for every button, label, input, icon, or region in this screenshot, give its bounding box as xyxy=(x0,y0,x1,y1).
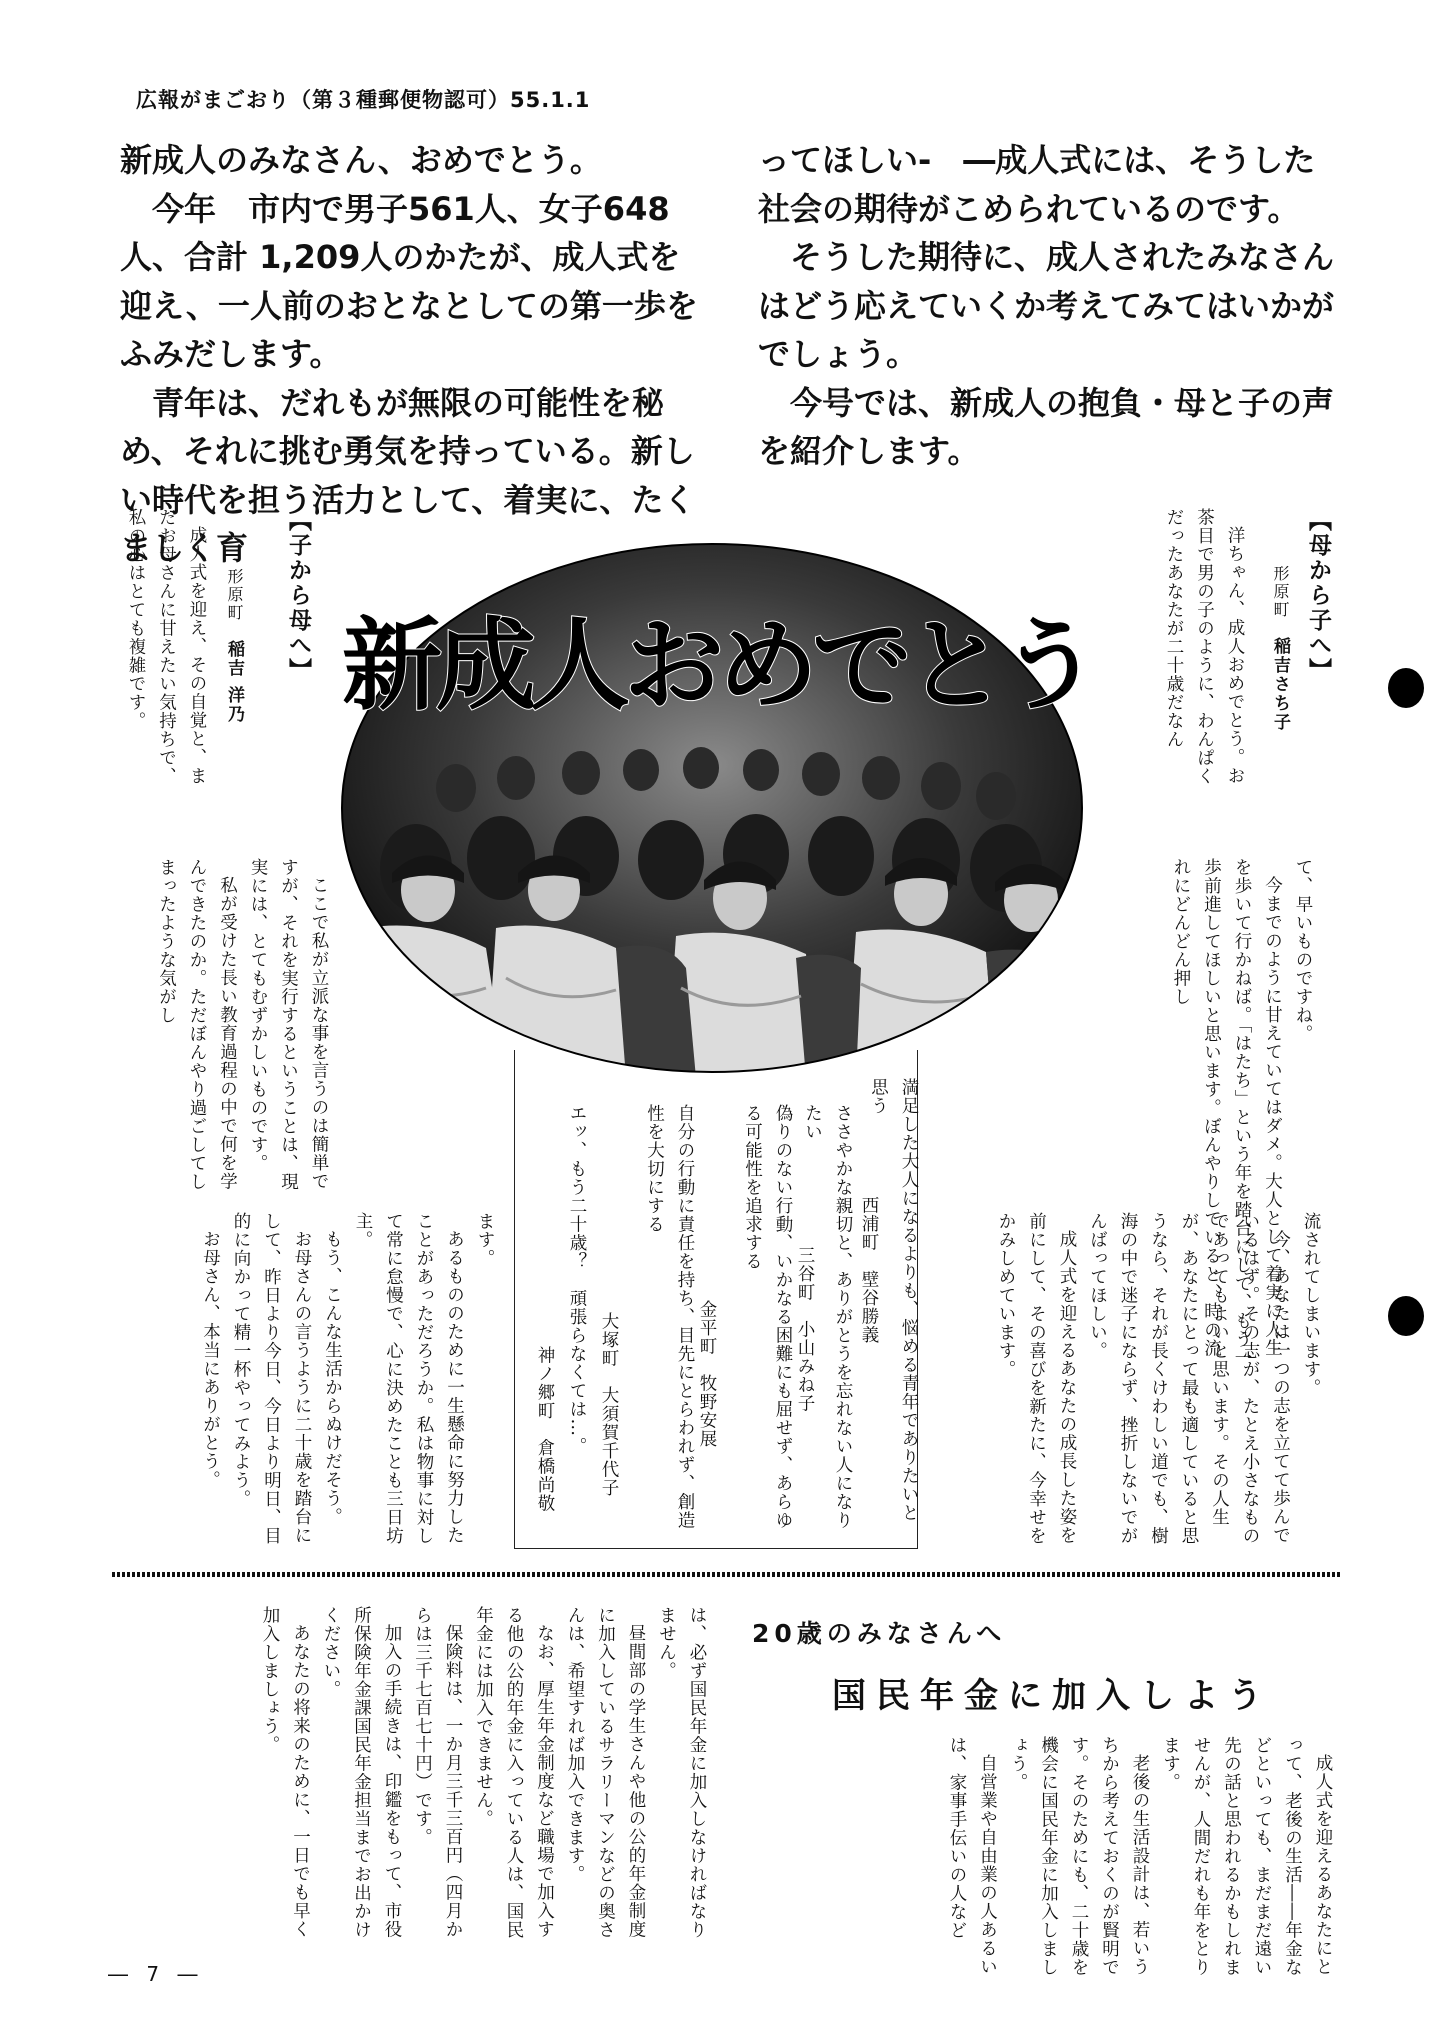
article-paragraph: 成人式を迎え、その自覚と、まだお母さんに甘えたい気持ちで、私の心はとても複雑です。 xyxy=(126,508,207,786)
article-paragraph: なお、厚生年金制度など職場で加入する他の公的年金に入っている人は、国民年金には加入できません。 xyxy=(473,1606,555,1939)
article-paragraph: あなたの将来のために、一日でも早く加入しましょう。 xyxy=(260,1606,311,1938)
pension-subtitle: 20歳のみなさんへ xyxy=(752,1619,1007,1648)
article-paragraph: ここで私が立派な事を言うのは簡単ですが、それを実行するということは、現実には、とてもむずかしいものです。 xyxy=(248,858,329,1191)
article-paragraph: もう、こんな生活からぬけだそう。 xyxy=(322,1229,343,1526)
article-paragraph: 自営業や自由業の人あるいは、家事手伝いの人など xyxy=(947,1736,998,1976)
article-paragraph: 老後の生活設計は、若いうちから考えておくのが賢明です。そのためにも、二十歳を機会に国民年金に加入しましょう。 xyxy=(1008,1736,1150,1977)
resolution-author: 神ノ郷町 倉橋尚敬 xyxy=(535,1346,555,1513)
child-to-mother-byline xyxy=(222,568,247,724)
binder-hole-mark xyxy=(1388,668,1424,708)
resolution-text: エッ、もう二十歳？ 頑張らなくては…。 xyxy=(567,1104,587,1456)
article-paragraph: て、早いものですね。 xyxy=(1293,858,1313,1043)
article-paragraph: 流されてしまいます。 xyxy=(1301,1212,1321,1397)
article-paragraph: 加入の手続きは、印鑑をもって、市役所保険年金課国民年金担当までお出かけください。 xyxy=(321,1606,402,1939)
article-paragraph: お母さん、本当にありがとう。 xyxy=(200,1229,221,1489)
resolution-text: 満足した大人になるよりも、悩める青年でありたいと思う xyxy=(868,1078,919,1522)
section-divider xyxy=(112,1572,1342,1577)
article-paragraph: 私が受けた長い教育過程の中で何を学んできたのか。ただぼんやり過ごしてしまったような気がし xyxy=(156,858,238,1191)
intro-right xyxy=(758,136,1338,476)
article-paragraph: あるもののために一生懸命に努力したことがあっただろうか。私は物事に対して常に怠慢で、心に決めたことも三日坊主。 xyxy=(353,1212,465,1545)
byline-town: 形原町 xyxy=(1271,565,1290,619)
child-to-mother-lower-b xyxy=(100,1212,500,1560)
resolution-author: 西浦町 壁谷勝義 xyxy=(859,1196,879,1344)
article-paragraph: 今までのように甘えていてはダメ。大人として着実に人生を歩いて行かねば。「はたち」という年を踏台にして、もう一歩前進してほしいと思います。ぼんやりしていると、時の流れにどんどん押し xyxy=(1171,858,1283,1368)
masthead: 広報がまごおり（第３種郵便物認可）55.1.1 xyxy=(136,88,591,112)
intro-paragraph: そうした期待に、成人されたみなさんはどう応えていくか考えてみてはいかがでしょう。 xyxy=(758,238,1335,373)
resolution-author: 金平町 牧野安展 xyxy=(697,1300,717,1448)
page-number: ― 7 ― xyxy=(108,1962,204,1986)
intro-paragraph: 青年は、だれもが無限の可能性を秘め、それに挑む勇気を持っている。新しい時代を担う活力として、着実に、たくましく育 xyxy=(120,383,696,567)
article-paragraph: 洋ちゃん、成人おめでとう。お茶目で男の子のように、わんぱくだったあなたが二十歳だなん xyxy=(1164,508,1245,786)
resolution-text: 自分の行動に責任を持ち、目先にとらわれず、創造性を大切にする xyxy=(644,1104,695,1530)
byline-author: 稲吉 洋乃 xyxy=(224,640,244,724)
resolution-text: ささやかな親切と、ありがとうを忘れない人になりたい xyxy=(802,1104,853,1530)
article-paragraph: は、必ず国民年金に加入しなければなりません。 xyxy=(656,1606,707,1939)
pension-title: 国民年金に加入しよう xyxy=(832,1676,1272,1716)
mother-to-child-byline xyxy=(1268,565,1293,732)
article-paragraph: お母さんの言うように二十歳を踏台にして、昨日より今日、今日より明日、目的に向かって精一杯やってみよう。 xyxy=(231,1212,312,1545)
article-paragraph: 昼間部の学生さんや他の公的年金制度に加入しているサラリーマンなどの奥さんは、希望すれば加入できます。 xyxy=(565,1606,646,1939)
mother-to-child-lower-b xyxy=(926,1212,1326,1560)
intro-paragraph: 新成人のみなさん、おめでとう。 xyxy=(120,141,602,179)
article-paragraph: 成人式を迎えるあなたにとって、老後の生活――年金などといっても、まだまだ遠い先の話と思われるかもしれませんが、人間だれも年をとります。 xyxy=(1160,1736,1333,1977)
mother-to-child-heading: 【母から子へ】 xyxy=(1305,508,1331,683)
article-paragraph: ます。 xyxy=(475,1212,495,1268)
article-paragraph: 成人式を迎えるあなたの成長した姿を前にして、その喜びを新たに、今幸せをかみしめています。 xyxy=(996,1212,1077,1545)
byline-town: 形原町 xyxy=(225,568,244,622)
byline-author: 稲吉さち子 xyxy=(1270,637,1290,732)
resolution-text: 偽りのない行動、いかなる困難にも屈せず、あらゆる可能性を追求する xyxy=(742,1104,793,1530)
article-paragraph: 今、あなたは一つの志を立てて歩んでいるはず。その志が、たとえ小さなものであってもよいと思います。その人生が、あなたにとって最も適していると思うなら、それが長くけわしい道でも、樹海の中で迷子にならず、挫折しないでがんばってほしい。 xyxy=(1087,1212,1291,1545)
binder-hole-mark xyxy=(1388,1296,1424,1336)
child-to-mother-lower-a xyxy=(108,858,334,1198)
intro-paragraph: ってほしい‐ ―成人式には、そうした社会の期待がこめられているのです。 xyxy=(758,141,1316,228)
resolution-author: 三谷町 小山みね子 xyxy=(795,1246,815,1413)
intro-paragraph: 今号では、新成人の抱負・母と子の声を紹介します。 xyxy=(758,383,1335,470)
pension-text-left xyxy=(106,1606,712,1956)
child-to-mother-heading: 【子から母へ】 xyxy=(285,508,311,683)
pension-text-right xyxy=(947,1736,1338,1990)
photo-title: 新成人おめでとう xyxy=(342,606,1094,724)
intro-paragraph: 今年 市内で男子561人、女子648人、合計 1,209人のかたが、成人式を迎え、一人前のおとなとしての第一歩をふみだします。 xyxy=(120,189,698,373)
mother-to-child-upper xyxy=(1118,508,1250,788)
article-paragraph: 保険料は、一か月三千三百円（四月からは三千七百七十円）です。 xyxy=(412,1606,463,1938)
child-to-mother-upper xyxy=(110,508,212,798)
resolution-author: 大塚町 大須賀千代子 xyxy=(599,1312,619,1497)
